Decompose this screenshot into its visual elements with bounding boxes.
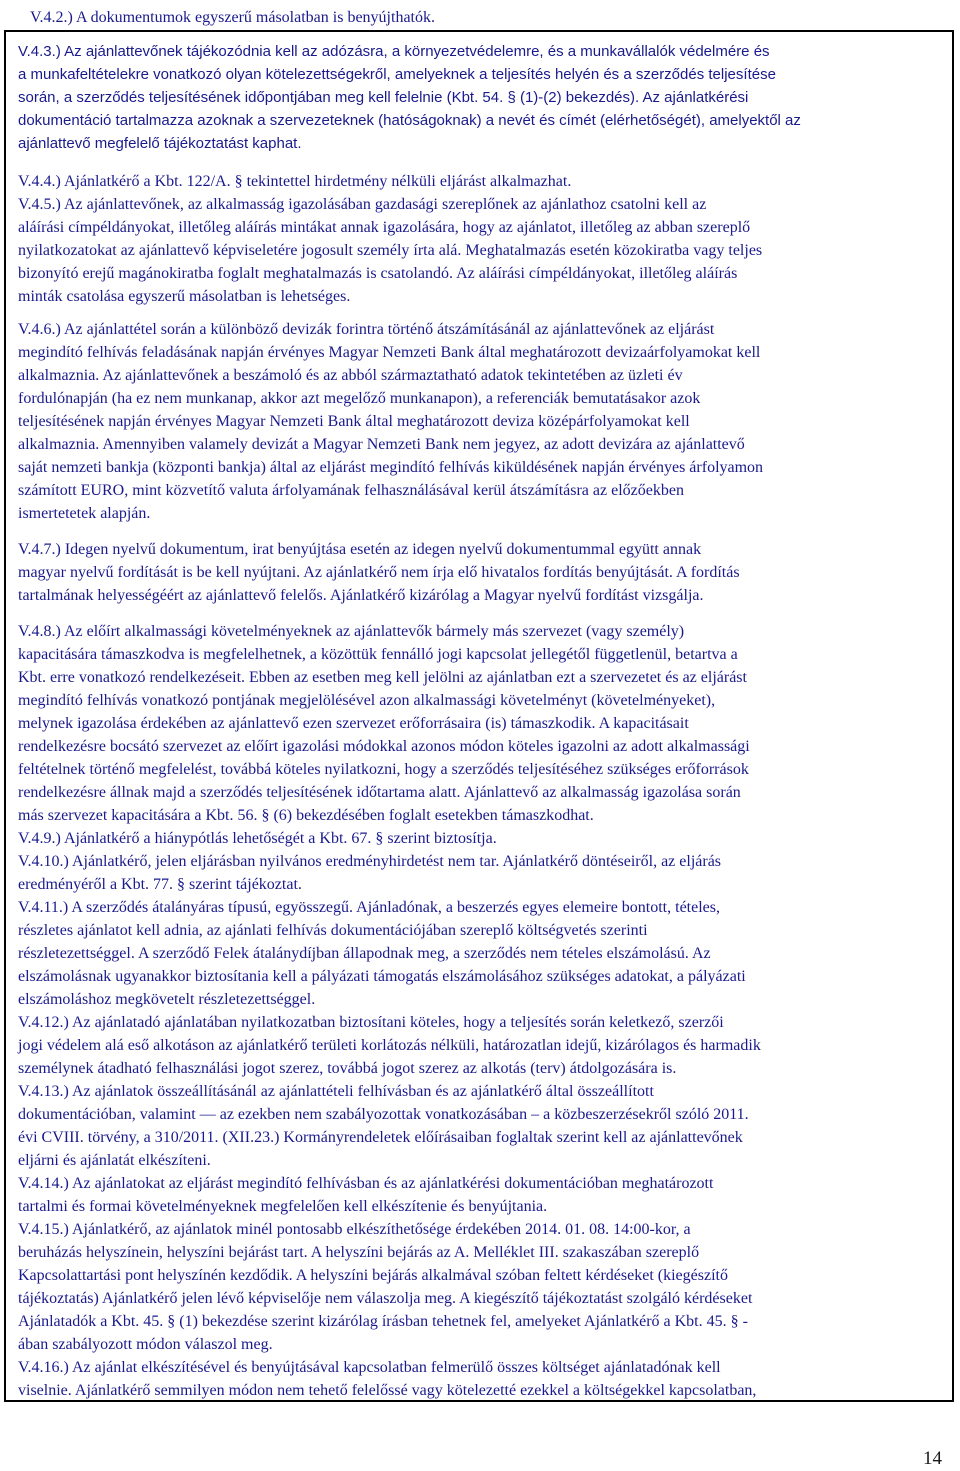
text-line: V.4.14.) Az ajánlatokat az eljárást megindító felhívásban és az ajánlatkérési dokumentációban meghatározott	[18, 1175, 714, 1192]
text-line: kapacitására támaszkodva is megfelelhetnek, a közöttük fennálló jogi kapcsolat jellegétől függetlenül, betartva a	[18, 646, 738, 663]
text-line: V.4.8.) Az előírt alkalmassági követelményeknek az ajánlattevők bármely más szervezet (vagy személy)	[18, 623, 685, 640]
text-line: személynek átadható felhasználási jogot szerez, továbbá jogot szerez az alkotás (terv) átdolgozására is.	[18, 1060, 677, 1077]
text-line: beruházás helyszínein, helyszíni bejárást tart. A helyszíni bejárás az A. Melléklet III. szakaszában szereplő	[18, 1244, 700, 1261]
section-v-4-13	[18, 1080, 944, 1172]
section-v-4-7	[18, 538, 944, 607]
text-line: Kapcsolattartási pont helyszínén kezdődik. A helyszíni bejárás alkalmával szóban feltett kérdéseket (kiegészítő	[18, 1267, 728, 1284]
page-number: 14	[923, 1448, 942, 1469]
text-line: V.4.15.) Ajánlatkérő, az ajánlatok minél pontosabb elkészíthetősége érdekében 2014. 01. 08. 14:00-kor, a	[18, 1221, 691, 1238]
section-v-4-2: V.4.2.) A dokumentumok egyszerű másolatban is benyújthatók.	[30, 9, 435, 26]
text-line: V.4.16.) Az ajánlat elkészítésével és benyújtásával kapcsolatban felmerülő összes költséget ajánlatadónak kell	[18, 1359, 721, 1376]
text-line: tartalmának helyességéért az ajánlattevő felelős. Ajánlatkérő kizárólag a Magyar nyelvű fordítást vizsgálja.	[18, 587, 704, 604]
text-line: V.4.10.) Ajánlatkérő, jelen eljárásban nyilvános eredményhirdetést nem tar. Ajánlatkérő döntéseiről, az eljárás	[18, 853, 722, 870]
text-line: rendelkezésre állnak majd a szerződés teljesítésének időtartama alatt. Ajánlattevő az alkalmasság igazolása során	[18, 784, 741, 801]
section-v-4-15	[18, 1218, 944, 1356]
section-v-4-12	[18, 1011, 944, 1080]
text-line: V.4.9.) Ajánlatkérő a hiánypótlás lehetőségét a Kbt. 67. § szerint biztosítja.	[18, 830, 497, 847]
text-line: alkalmaznia. Az ajánlattevőnek a beszámoló és az abból származtatható adatok tekintetében az üzleti év	[18, 367, 683, 384]
text-line: V.4.5.) Az ajánlattevőnek, az alkalmasság igazolásában gazdasági szereplőnek az ajánlathoz csatolni kell az	[18, 196, 707, 213]
section-v-4-10	[18, 850, 944, 896]
text-line: a munkafeltételekre vonatkozó olyan kötelezettségekről, amelyeknek a teljesítés helyén és a szerződés teljesítése	[18, 66, 776, 83]
text-line: megindító felhívás vonatkozó pontjának megjelölésével azon alkalmassági követelményt (követelményeket),	[18, 692, 716, 709]
text-line: alkalmaznia. Amennyiben valamely devizát a Magyar Nemzeti Bank nem jegyez, az adott devizára az ajánlattevő	[18, 436, 745, 453]
text-line: ában szabályozott módon válaszol meg.	[18, 1336, 273, 1353]
text-line: eljárni és ajánlatát elkészíteni.	[18, 1152, 211, 1169]
text-line: részletes ajánlatot kell adnia, az ajánlati felhívás dokumentációjában szereplő költségvetés szerinti	[18, 922, 648, 939]
text-line: tájékoztatás) Ajánlatkérő jelen lévő képviselője nem válaszolja meg. A kiegészítő tájékoztatást szolgáló kérdéseket	[18, 1290, 753, 1307]
text-line: melynek igazolása érdekében az ajánlattevő ezen szervezet erőforrásaira (is) támaszkodik. A kapacitásait	[18, 715, 689, 732]
text-line: V.4.6.) Az ajánlattétel során a különböző devizák forintra történő átszámításánál az ajánlattevőnek az eljárást	[18, 321, 715, 338]
text-line: fordulónapján (ha ez nem munkanap, akkor azt megelőző munkanapon), a referenciák bemutatásakor azok	[18, 390, 701, 407]
text-line: részletezettséggel. A szerződő Felek átalánydíjban állapodnak meg, a szerződés nem tételes elszámolású. Az	[18, 945, 711, 962]
text-line: eredményéről a Kbt. 77. § szerint tájékoztat.	[18, 876, 302, 893]
text-line: jogi védelem alá eső alkotáson az ajánlatkérő területi korlátozás nélküli, határozatlan idejű, kizárólagos és harmadik	[18, 1037, 761, 1054]
text-line: nyilatkozatokat az ajánlattevő képviseletére jogosult személy írta alá. Meghatalmazás esetén közokiratba vagy teljes	[18, 242, 763, 259]
section-v-4-5	[18, 193, 944, 308]
text-line: során, a szerződés teljesítésének időpontjában meg kell felelnie (Kbt. 54. § (1)-(2) bekezdés). Az ajánlatkérési	[18, 89, 749, 106]
text-line: feltételnek történő megfelelést, továbbá köteles nyilatkozni, hogy a szerződés teljesítéséhez szükséges erőforrások	[18, 761, 749, 778]
text-line: Kbt. erre vonatkozó rendelkezéseit. Ebben az esetben meg kell jelölni az ajánlatban ezt a szervezetet és az eljárást	[18, 669, 747, 686]
text-line: saját nemzeti bankja (központi bankja) által az eljárást megindító felhívás kiküldésének napján érvényes árfolyamon	[18, 459, 764, 476]
text-line: elszámoláshoz megkövetelt részletezettséggel.	[18, 991, 316, 1008]
text-line: V.4.3.) Az ajánlattevőnek tájékozódnia kell az adózásra, a környezetvédelemre, és a munkavállalók védelmére és	[18, 43, 770, 60]
text-line: aláírási címpéldányokat, illetőleg aláírás mintákat annak igazolására, hogy az ajánlatot, illetőleg az abban szereplő	[18, 219, 751, 236]
text-line: V.4.12.) Az ajánlatadó ajánlatában nyilatkozatban biztosítani köteles, hogy a teljesítés során keletkező, szerzői	[18, 1014, 724, 1031]
text-line: elszámolásnak ugyanakkor biztosítania kell a pályázati támogatás elszámolásához szükséges adatokat, a pályázati	[18, 968, 746, 985]
text-line: ismertetetek alapján.	[18, 505, 151, 522]
text-line: Ajánlatadók a Kbt. 45. § (1) bekezdése szerint kizárólag írásban tehetnek fel, amelyeket Ajánlatkérő a Kbt. 45. § -	[18, 1313, 748, 1330]
text-line: rendelkezésre bocsátó szervezet az előírt igazolási módokkal azonos módon köteles igazolni az adott alkalmassági	[18, 738, 750, 755]
text-line: más szervezet kapacitására a Kbt. 56. § (6) bekezdésében foglalt esetekben támaszkodhat.	[18, 807, 594, 824]
section-v-4-9	[18, 827, 944, 850]
text-line: bizonyító erejű magánokiratba foglalt meghatalmazás is csatolandó. Az aláírási címpéldányokat, illetőleg aláírás	[18, 265, 738, 282]
text-line: magyar nyelvű fordítását is be kell nyújtani. Az ajánlatkérő nem írja elő hivatalos fordítás benyújtását. A fordítás	[18, 564, 740, 581]
section-v-4-6	[18, 318, 944, 525]
text-line: számított EURO, mint közvetítő valuta árfolyamának felhasználásával kerül átszámításra az előzőekben	[18, 482, 684, 499]
section-v-4-11	[18, 896, 944, 1011]
text-line: évi CVIII. törvény, a 310/2011. (XII.23.) Kormányrendeletek előírásaiban foglaltak szerint kell az ajánlattevőnek	[18, 1129, 743, 1146]
section-v-4-3	[18, 40, 944, 155]
content-box	[4, 30, 954, 1402]
text-line: V.4.4.) Ajánlatkérő a Kbt. 122/A. § tekintettel hirdetmény nélküli eljárást alkalmazhat.	[18, 173, 572, 190]
text-line: ajánlattevő megfelelő tájékoztatást kaphat.	[18, 135, 302, 152]
text-line: dokumentáció tartalmazza azoknak a szervezeteknek (hatóságoknak) a nevét és címét (elérhetőségét), amelyektől az	[18, 112, 801, 129]
section-v-4-14	[18, 1172, 944, 1218]
text-line: teljesítésének napján érvényes Magyar Nemzeti Bank által meghatározott deviza középárfolyamokat kell	[18, 413, 690, 430]
text-line: V.4.7.) Idegen nyelvű dokumentum, irat benyújtása esetén az idegen nyelvű dokumentummal együtt annak	[18, 541, 702, 558]
text-line: V.4.13.) Az ajánlatok összeállításánál az ajánlattételi felhívásban és az ajánlatkérő által összeállított	[18, 1083, 654, 1100]
text-line: minták csatolása egyszerű másolatban is lehetséges.	[18, 288, 351, 305]
text-line: dokumentációban, valamint — az ezekben nem szabályozottak vonatkozásában – a közbeszerzésekről szóló 2011.	[18, 1106, 749, 1123]
text-line: V.4.11.) A szerződés átalányáras típusú, egyösszegű. Ajánladónak, a beszerzés egyes elemeire bontott, tételes,	[18, 899, 720, 916]
text-line: viselnie. Ajánlatkérő semmilyen módon nem tehető felelőssé vagy kötelezetté ezekkel a költségekkel kapcsolatban,	[18, 1382, 757, 1399]
text-line: tartalmi és formai követelményeknek megfelelően kell elkészítenie és benyújtania.	[18, 1198, 548, 1215]
section-v-4-4	[18, 170, 944, 193]
text-line: megindító felhívás feladásának napján érvényes Magyar Nemzeti Bank által meghatározott devizaárfolyamokat kell	[18, 344, 761, 361]
section-v-4-8	[18, 620, 944, 827]
section-v-4-16	[18, 1356, 944, 1402]
